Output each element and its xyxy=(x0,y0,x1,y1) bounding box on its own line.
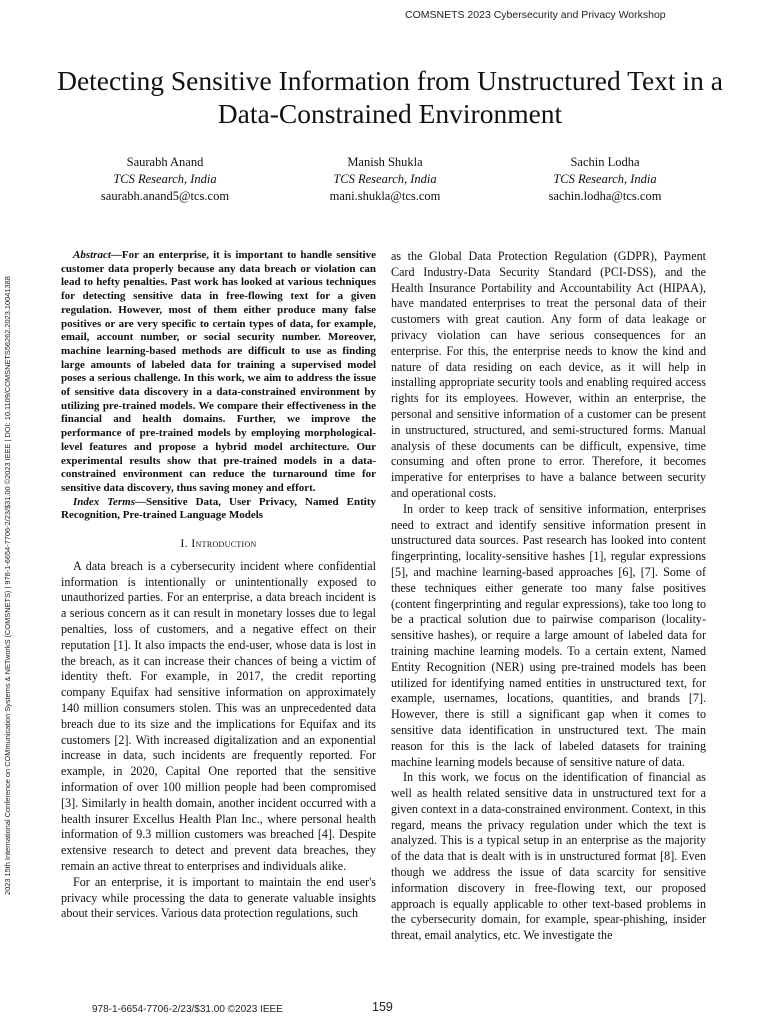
author-name: Sachin Lodha xyxy=(570,155,640,169)
abstract-lead: Abstract xyxy=(73,249,111,261)
index-terms xyxy=(61,496,376,523)
right-column xyxy=(391,249,706,944)
author-block xyxy=(60,154,710,205)
section-title: Introduction xyxy=(191,536,257,551)
section-number: I. xyxy=(180,536,188,551)
index-terms-lead: Index Terms xyxy=(73,495,136,508)
author-affiliation: TCS Research, India xyxy=(553,172,657,186)
left-column xyxy=(61,249,376,922)
paragraph: as the Global Data Protection Regulation (GDPR), Payment Card Industry-Data Security Standard (PCI-DSS), and the Health Insurance Portability and Accountability Act (HIPAA), have mandated enterprises to treat the personal data of their customers with great caution. Any form of data leakage or privacy violation can have serious consequences for an enterprise. For this, the enterprise needs to know the kind and nature of data residing on each device, as it will help in installing appropriate security tools and enabling required access rights for its employees. However, within an enterprise, the personal and sensitive information of a customer can be present in unstructured, structured, and semi-structured forms. Manual analysis of these documents can be difficult, expensive, time consuming and often prone to error. Therefore, it becomes imperative for enterprises to have a balance between security and operational costs. xyxy=(391,249,706,500)
side-note-text: 2023 15th International Conference on COMmunication Systems & NETworkS (COMSNETS) | 978-1-6654-7706-2/23/$31.00 ©2023 IEEE | DOI: 10.1109/COMSNETS56262.2023.10041388 xyxy=(3,276,12,895)
paragraph: A data breach is a cybersecurity incident where confidential information is intentionally or unintentionally exposed to unauthorized parties. For an enterprise, a data breach incident is a serious concern as it can result in monetary losses due to legal penalties, loss of customers, and a negative effect on their reputation [1]. It also impacts the end-user, whose data is lost in the breach, as it can increase their chances of being a victim of identity theft. For example, in 2017, the credit reporting company Equifax had sensitive information on approximately 140 million consumers stolen. This was an unprecedented data breach due to its size and the implications for Equifax and its customers [2]. With increased digitalization and an exponential increase in data, such incidents are frequently reported. For example, in 2020, Capital One reported that the sensitive information of over 100 million people had been compromised [3]. Similarly in health domain, another incident occurred with a health insurer Excellus Health Plan Inc., where personal health information of 9.3 million customers was breached [4]. Despite extensive research to detect and prevent data breaches, they remain an active threat to enterprises and individuals alike. xyxy=(61,558,376,873)
section-heading xyxy=(61,536,376,552)
author-3 xyxy=(500,154,710,205)
index-terms-text: —Sensitive Data, User Privacy, Named Entity Recognition, Pre-trained Language Models xyxy=(61,495,376,522)
paragraph: For an enterprise, it is important to maintain the end user's privacy while processing the data to generate valuable insights about their services. Various data protection regulations, such xyxy=(61,874,376,921)
page-number: 159 xyxy=(372,1000,393,1014)
running-header: COMSNETS 2023 Cybersecurity and Privacy Workshop xyxy=(405,9,666,21)
author-email: sachin.lodha@tcs.com xyxy=(548,189,662,203)
author-affiliation: TCS Research, India xyxy=(113,172,217,186)
author-email: mani.shukla@tcs.com xyxy=(329,189,441,203)
author-name: Saurabh Anand xyxy=(126,155,204,169)
paragraph: In this work, we focus on the identification of financial as well as health related sensitive data in unstructured text for a given context in a data-constrained environment. Context, in this regard, means the privacy regulation under which the text is analyzed. This is a typical setup in an enterprise as the majority of the data that is dealt with is in unstructured format [8]. Even though we address the issue of data scarcity for sensitive information discovery in free-flowing text, our proposed approach is equally applicable to other text-based problems in the cybersecurity domain, for example, spear-phishing, insider threat, email analytics, etc. We investigate the xyxy=(391,770,706,943)
author-affiliation: TCS Research, India xyxy=(333,172,437,186)
abstract xyxy=(61,249,376,496)
footer-isbn: 978-1-6654-7706-2/23/$31.00 ©2023 IEEE xyxy=(92,1004,283,1015)
abstract-text: —For an enterprise, it is important to handle sensitive customer data properly because any data breach or violation can lead to hefty penalties. Past work has looked at various techniques for detecting sensitive data in free-flowing text for a given regulation. However, most of them either produce many false positives or are very specific to certain types of data, for example, email, account number, or social security number. Moreover, machine learning-based methods are difficult to use as finding large amounts of labeled data for training a supervised model poses a serious challenge. In this work, we aim to address the issue of sensitive data discovery in a data-constrained environment by utilizing pre-trained models. We compare their effectiveness in the financial and health domains. Further, we improve the performance of pre-trained models by employing morphological-level features and propose a hybrid model architecture. Our experimental results show that pre-trained models in a data-constrained environment can reduce the turnaround time for sensitive data discovery, thus saving money and effort. xyxy=(61,249,376,494)
author-email: saurabh.anand5@tcs.com xyxy=(100,189,230,203)
author-name: Manish Shukla xyxy=(347,155,423,169)
author-1 xyxy=(60,154,270,205)
author-2 xyxy=(280,154,490,205)
paragraph: In order to keep track of sensitive information, enterprises need to extract and identify sensitive information present in unstructured data sources. Past research has looked into content fingerprinting, locality-sensitive hashes [1], regular expressions [5], and machine learning-based approaches [6], [7]. Some of these techniques either generate too many false positives (content fingerprinting and regular expressions), take too long to be a practical solution due to pairwise comparison (locality-sensitive hashes), or require a large amount of labeled data for training machine learning models. To a certain extent, Named Entity Recognition (NER) using pre-trained models has been utilized for identifying named entities in unstructured text, for example, usernames, locations, quantities, and brands [7]. However, there is still a significant gap when it comes to sensitive data identification in unstructured text. The main reason for this is the lack of labeled datasets for training machine learning models because of sensitive nature of data. xyxy=(391,501,706,769)
paper-title: Detecting Sensitive Information from Unstructured Text in a Data-Constrained Environment xyxy=(57,65,723,129)
